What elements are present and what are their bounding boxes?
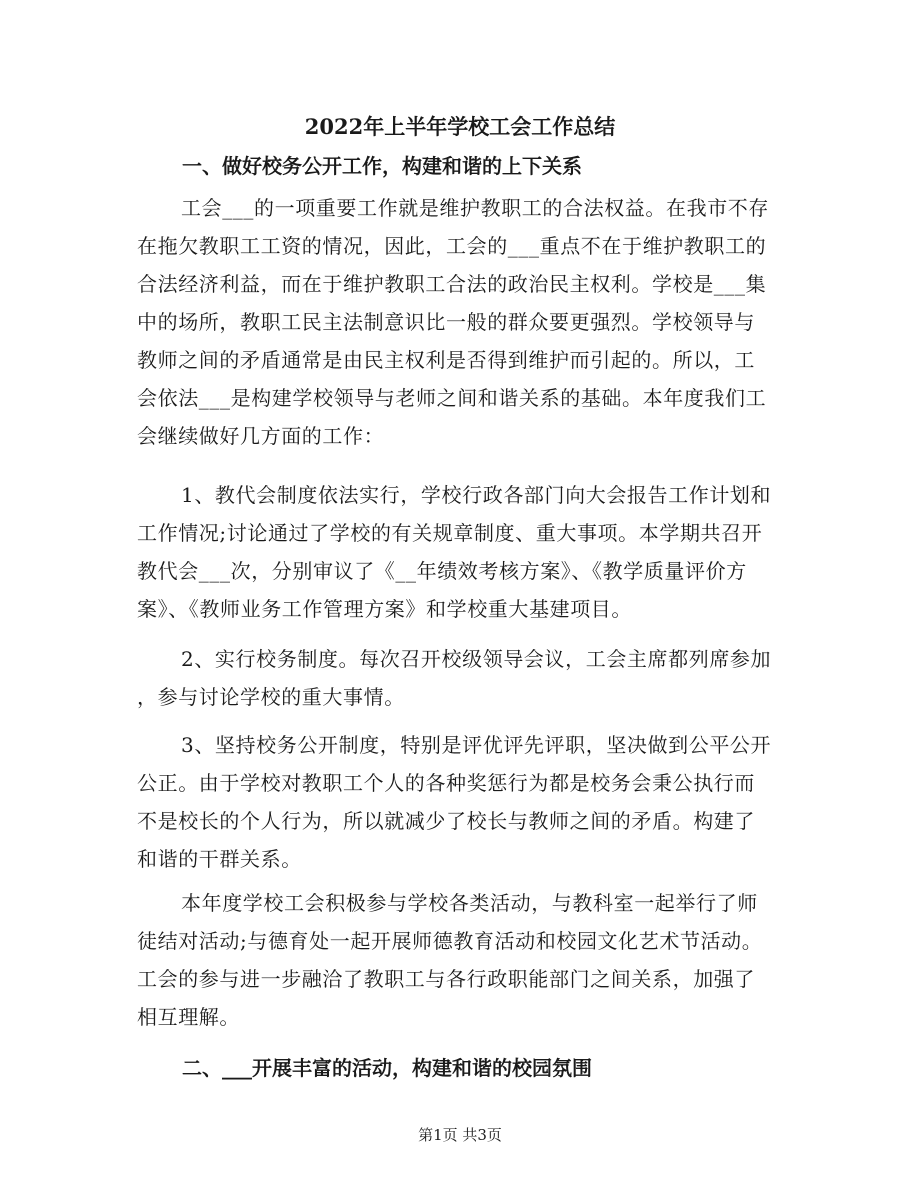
document-title: 2022年上半年学校工会工作总结 xyxy=(304,114,616,139)
section-heading-2: 二、___开展丰富的活动，构建和谐的校园氛围 xyxy=(182,1056,592,1080)
paragraph-line: 1、教代会制度依法实行，学校行政各部门向大会报告工作计划和 xyxy=(181,483,772,507)
paragraph-4 xyxy=(137,726,777,878)
paragraph-2 xyxy=(137,476,777,628)
paragraph-line: 3、坚持校务公开制度，特别是评优评先评职，坚决做到公平公开 xyxy=(181,733,772,757)
paragraph-line: 本年度学校工会积极参与学校各类活动，与教科室一起举行了师 xyxy=(181,891,758,915)
paragraph-line: 合法经济利益，而在于维护教职工合法的政治民主权利。学校是___集 xyxy=(137,272,767,296)
paragraph-line: 徒结对活动;与德育处一起开展师德教育活动和校园文化艺术节活动。 xyxy=(137,929,763,953)
paragraph-line: 工会___的一项重要工作就是维护教职工的合法权益。在我市不存 xyxy=(181,196,769,220)
paragraph-1 xyxy=(137,189,777,455)
paragraph-line: 教师之间的矛盾通常是由民主权利是否得到维护而引起的。所以，工 xyxy=(137,348,755,372)
paragraph-line: 不是校长的个人行为，所以就减少了校长与教师之间的矛盾。构建了 xyxy=(137,809,755,833)
paragraph-line: 会依法___是构建学校领导与老师之间和谐关系的基础。本年度我们工 xyxy=(137,386,767,410)
paragraph-line: 在拖欠教职工工资的情况，因此，工会的___重点不在于维护教职工的 xyxy=(137,234,767,258)
paragraph-line: 公正。由于学校对教职工个人的各种奖惩行为都是校务会秉公执行而 xyxy=(137,771,755,795)
paragraph-line: 教代会___次，分别审议了《__年绩效考核方案》、《教学质量评价方 xyxy=(137,559,747,583)
page-footer: 第1页 共3页 xyxy=(418,1126,502,1144)
paragraph-3 xyxy=(137,640,777,716)
paragraph-5 xyxy=(137,884,777,1036)
paragraph-line: 中的场所，教职工民主法制意识比一般的群众要更强烈。学校领导与 xyxy=(137,310,755,334)
section-heading-1: 一、做好校务公开工作，构建和谐的上下关系 xyxy=(182,154,582,178)
paragraph-line: 和谐的干群关系。 xyxy=(137,847,302,871)
paragraph-line: ，参与讨论学校的重大事情。 xyxy=(137,685,405,709)
paragraph-line: 工作情况;讨论通过了学校的有关规章制度、重大事项。本学期共召开 xyxy=(137,521,763,545)
paragraph-line: 会继续做好几方面的工作： xyxy=(137,424,385,448)
paragraph-line: 工会的参与进一步融洽了教职工与各行政职能部门之间关系，加强了 xyxy=(137,967,755,991)
paragraph-line: 案》、《教师业务工作管理方案》和学校重大基建项目。 xyxy=(137,597,632,621)
paragraph-line: 相互理解。 xyxy=(137,1005,240,1029)
paragraph-line: 2、实行校务制度。每次召开校级领导会议，工会主席都列席参加 xyxy=(181,647,772,671)
